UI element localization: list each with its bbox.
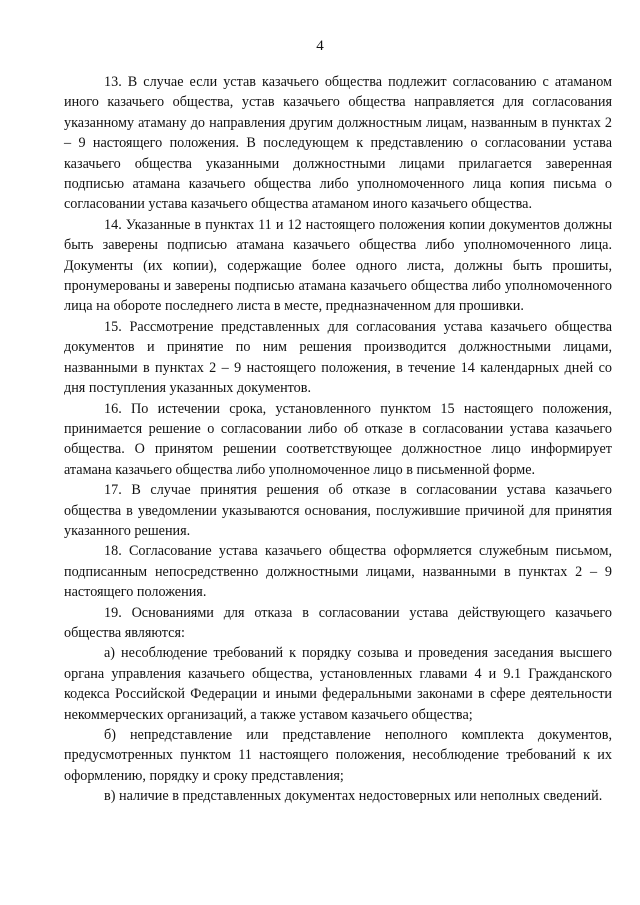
page-number: 4 [316, 38, 324, 54]
paragraph-18: 18. Согласование устава казачьего общества оформляется служебным письмом, подписанным непосредственно должностными лицами, названными в пунктах 2 – 9 настоящего положения. [64, 543, 612, 601]
paragraph-15: 15. Рассмотрение представленных для согласования устава казачьего общества документов и принятие по ним решения производится должностными лицами, названными в пунктах 2 – 9 настоящего положения, в течение 14 календарных дней со дня поступления указанных документов. [64, 318, 612, 397]
paragraph-17: 17. В случае принятия решения об отказе в согласовании устава казачьего общества в уведомлении указываются основания, послужившие причиной для принятия указанного решения. [64, 482, 612, 539]
document-body [64, 72, 612, 807]
paragraph-19-v: в) наличие в представленных документах недостоверных или неполных сведений. [104, 788, 603, 805]
paragraph-13: 13. В случае если устав казачьего общества подлежит согласованию с атаманом иного казачьего общества, устав казачьего общества направляется для согласования указанному атаману до направления другим должностным лицам, названным в пунктах 2 – 9 настоящего положения. В последующем к представлению о согласовании устава казачьего общества указанными должностными лицами прилагается заверенная подписью атамана казачьего общества либо уполномоченного лица копия письма о согласовании устава казачьего общества атаманом иного казачьего общества. [64, 74, 612, 213]
paragraph-19-b: б) непредставление или представление неполного комплекта документов, предусмотренных пунктом 11 настоящего положения, несоблюдение требований к их оформлению, порядку и сроку представления; [64, 727, 612, 784]
paragraph-19-a: а) несоблюдение требований к порядку созыва и проведения заседания высшего органа управления казачьего общества, установленных главами 4 и 9.1 Гражданского кодекса Российской Федерации и иными федеральными законами в сфере деятельности некоммерческих организаций, а также уставом казачьего общества; [64, 645, 612, 723]
paragraph-19: 19. Основаниями для отказа в согласовании устава действующего казачьего общества являются: [64, 604, 612, 641]
paragraph-16: 16. По истечении срока, установленного пунктом 15 настоящего положения, принимается решение о согласовании либо об отказе в согласовании устава казачьего общества. О принятом решении соответствующее должностное лицо информирует атамана казачьего общества либо уполномоченное лицо в письменной форме. [64, 400, 612, 478]
paragraph-14: 14. Указанные в пунктах 11 и 12 настоящего положения копии документов должны быть заверены подписью атамана казачьего общества либо уполномоченного лица. Документы (их копии), содержащие более одного листа, должны быть прошиты, пронумерованы и заверены подписью атамана казачьего общества либо уполномоченного лица на обороте последнего листа в месте, предназначенном для прошивки. [64, 216, 612, 315]
